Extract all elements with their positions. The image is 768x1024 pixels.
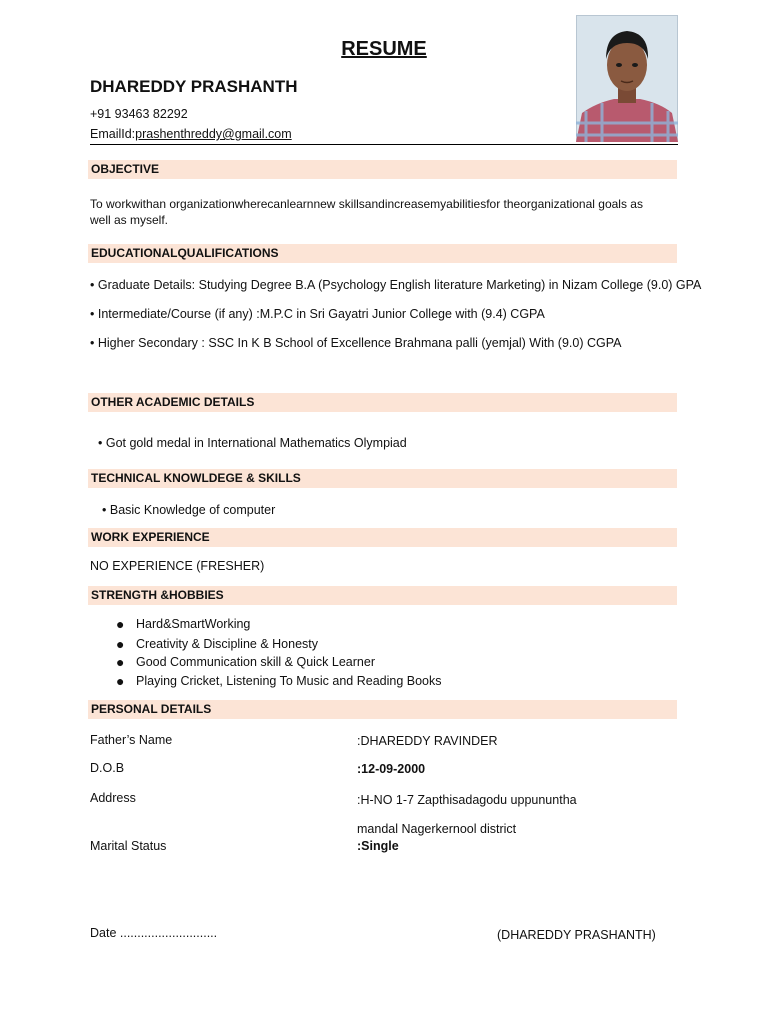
father-name-value: :DHAREDDY RAVINDER [357,734,498,748]
address-label: Address [90,791,136,805]
list-item: • Higher Secondary : SSC In K B School of Excellence Brahmana palli (yemjal) With (9.0) CGPA [90,336,622,350]
list-item: • Intermediate/Course (if any) :M.P.C in Sri Gayatri Junior College with (9.4) CGPA [90,307,545,321]
phone-number: +91 93463 82292 [90,107,188,121]
resume-title: RESUME [341,38,427,60]
address-value-line2: mandal Nagerkernool district [357,822,517,836]
bullet-icon: ● [116,616,125,632]
strength-item: Playing Cricket, Listening To Music and Reading Books [136,674,442,688]
list-item [116,654,375,670]
section-personal: PERSONAL DETAILS [88,700,677,719]
strength-item: Hard&SmartWorking [136,617,251,631]
list-item [116,636,319,652]
address-value-line1: :H-NO 1-7 Zapthisadagodu uppununtha [357,793,577,807]
father-name-label: Father’s Name [90,733,173,747]
profile-photo [576,15,678,142]
technical-skill: Basic Knowledge of computer [109,503,276,517]
email-line [90,127,292,141]
bullet-icon: ● [116,654,125,670]
dob-label: D.O.B [90,761,125,775]
list-item: • Got gold medal in International Mathematics Olympiad [98,436,407,450]
signature-name: (DHAREDDY PRASHANTH) [497,928,656,942]
strength-item: Good Communication skill & Quick Learner [136,655,375,669]
work-experience-text: NO EXPERIENCE (FRESHER) [90,559,265,573]
marital-status-value: :Single [357,839,399,853]
marital-status-label: Marital Status [90,839,167,853]
list-item [116,673,442,689]
section-education: EDUCATIONALQUALIFICATIONS [88,244,677,263]
list-item: • Graduate Details: Studying Degree B.A (Psychology English literature Marketing) in Nizam College (9.0) GPA [90,278,702,292]
section-strength: STRENGTH &HOBBIES [88,586,677,605]
section-other-academic: OTHER ACADEMIC DETAILS [88,393,677,412]
list-item: • Basic Knowledge of computer [102,503,276,517]
education-graduate: Graduate Details: Studying Degree B.A (Psychology English literature Marketing) in Nizam College (9.0) GPA [97,278,702,292]
education-secondary: Higher Secondary : SSC In K B School of Excellence Brahmana palli (yemjal) With (9.0) CGPA [97,336,622,350]
section-work: WORK EXPERIENCE [88,528,677,547]
bullet-icon: ● [116,673,125,689]
academic-achievement: Got gold medal in International Mathematics Olympiad [105,436,407,450]
date-line: Date ............................ [90,926,218,940]
objective-text: To workwithan organizationwherecanlearnnew skillsandincreasemyabilitiesfor theorganizational goals as well as myself. [90,197,643,227]
section-technical: TECHNICAL KNOWLDEGE & SKILLS [88,469,677,488]
section-objective: OBJECTIVE [88,160,677,179]
header-divider [90,144,678,145]
email-link[interactable]: prashenthreddy@gmail.com [135,127,292,141]
list-item [116,616,251,632]
strength-item: Creativity & Discipline & Honesty [136,637,319,651]
education-intermediate: Intermediate/Course (if any) :M.P.C in Sri Gayatri Junior College with (9.4) CGPA [97,307,545,321]
email-label: EmailId: [90,127,136,141]
dob-value: :12-09-2000 [357,762,426,776]
bullet-icon: ● [116,636,125,652]
candidate-name: DHAREDDY PRASHANTH [90,77,298,96]
